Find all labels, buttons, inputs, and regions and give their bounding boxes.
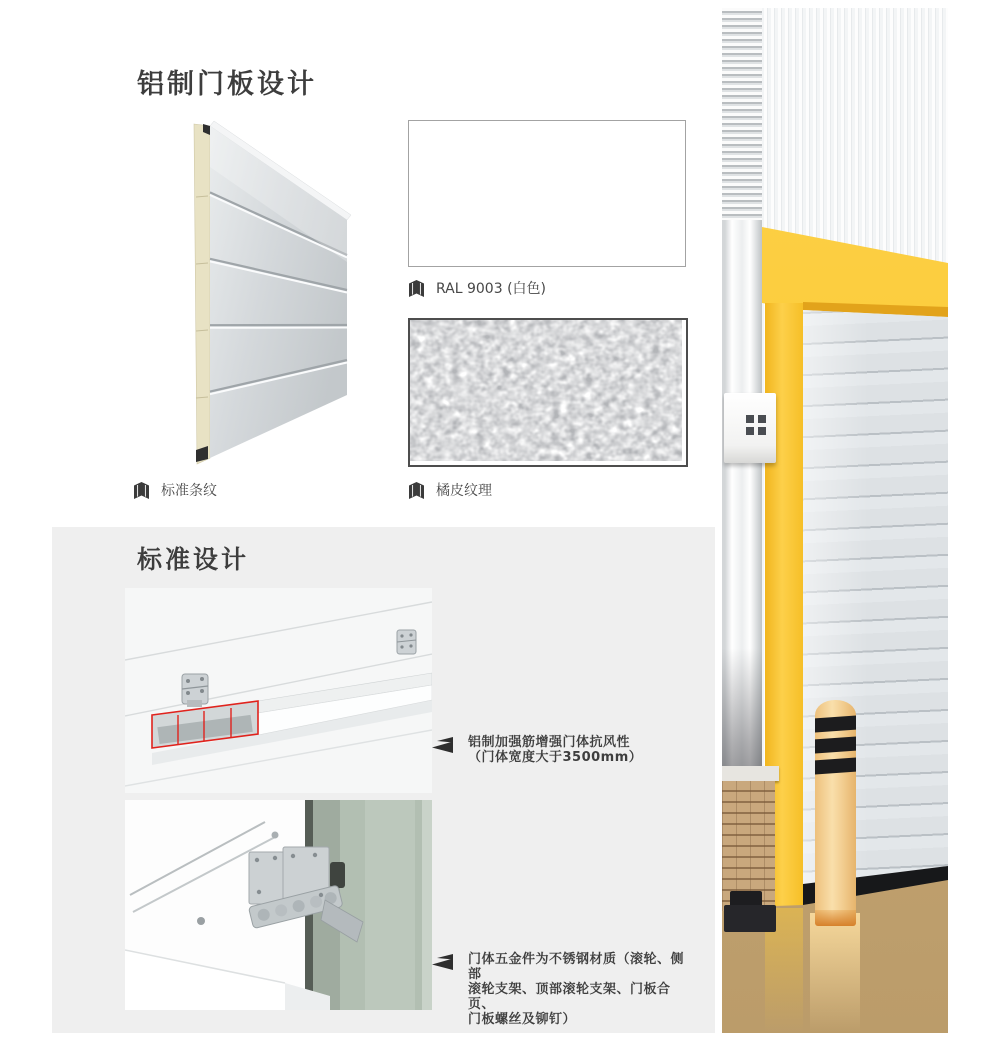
stripe-label: 标准条纹: [161, 483, 217, 499]
standard-design-title: 标准设计: [137, 545, 250, 574]
control-box-vents: [746, 415, 768, 437]
bollard-stripe: [815, 757, 856, 774]
brick-pier-cap: [722, 766, 779, 781]
reinforcement-caption: [432, 735, 692, 765]
facade-photo: [722, 8, 948, 1033]
swatch-fan-icon: [408, 279, 425, 298]
arrow-left-icon: [432, 954, 454, 971]
wheel-stop: [724, 905, 776, 932]
panel-illustration-svg: [150, 112, 390, 467]
ral-9003-swatch: [408, 120, 686, 267]
caption-line: 铝制加强筋增强门体抗风性: [468, 735, 631, 750]
stripe-label-row: [133, 480, 217, 500]
caption-line: （门体宽度大于3500mm）: [468, 750, 643, 765]
floor-reflection-bollard: [810, 913, 860, 1033]
arrow-left-icon: [432, 737, 454, 754]
texture-label-row: [408, 480, 492, 500]
reinforcement-figure: [125, 588, 432, 793]
louver-vent: [722, 8, 762, 220]
safety-bollard: [815, 700, 856, 926]
ral-label-row: [408, 278, 546, 298]
caption-line: 滚轮支架、顶部滚轮支架、门板合页、: [468, 982, 671, 1012]
control-box: [724, 393, 776, 463]
column-shadow: [722, 648, 762, 783]
swatch-fan-icon: [408, 481, 425, 500]
texture-swatch: [408, 318, 688, 467]
ral-label: RAL 9003 (白色): [436, 281, 546, 297]
reinforcement-figure-svg: [125, 588, 432, 793]
panel-illustration: [150, 112, 390, 467]
bollard-stripe: [815, 715, 856, 732]
hardware-caption: [432, 952, 697, 1027]
caption-line: 门板螺丝及铆钉）: [468, 1012, 577, 1027]
swatch-fan-icon: [133, 481, 150, 500]
hinge-figure: [125, 800, 432, 1010]
texture-label: 橘皮纹理: [436, 483, 492, 499]
bollard-base: [815, 910, 856, 926]
page-title: 铝制门板设计: [137, 69, 317, 100]
orange-peel-texture: [410, 320, 682, 461]
caption-line: 门体五金件为不锈钢材质（滚轮、侧部: [468, 952, 685, 982]
hinge-figure-svg: [125, 800, 432, 1010]
bollard-stripe: [815, 736, 856, 753]
